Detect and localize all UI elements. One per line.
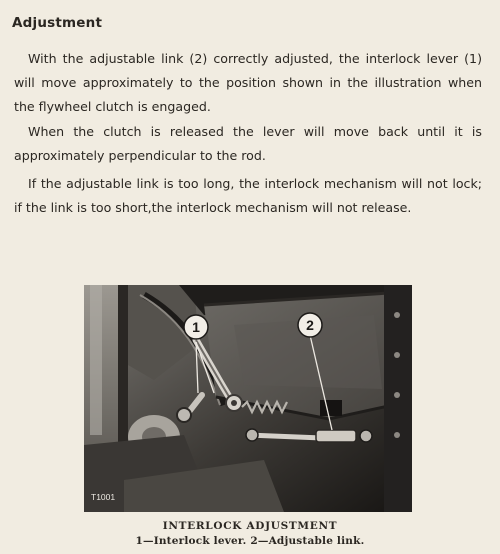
interlock-photo: [84, 285, 412, 512]
callout-label-1: 1: [192, 319, 200, 335]
figure-caption-title: INTERLOCK ADJUSTMENT: [162, 520, 338, 532]
interlock-mechanism-image: [84, 285, 412, 512]
paragraph-clutch-released: When the clutch is released the lever will move back until it is approximately perpendicular to the rod.: [14, 124, 482, 163]
figure-caption-text: 1—Interlock lever. 2—Adjustable link.: [135, 535, 365, 547]
paragraph-adjustable-link: With the adjustable link (2) correctly adjusted, the interlock lever (1) will move approximately to the position shown in the illustration when the flywheel clutch is engaged.: [14, 51, 482, 114]
callout-label-2: 2: [306, 317, 314, 333]
photo-code: T1001: [91, 492, 116, 502]
section-heading: Adjustment: [12, 15, 103, 31]
paragraph-link-length: If the adjustable link is too long, the interlock mechanism will not lock; if the link is too short,the interlock mechanism will not release.: [14, 176, 482, 215]
